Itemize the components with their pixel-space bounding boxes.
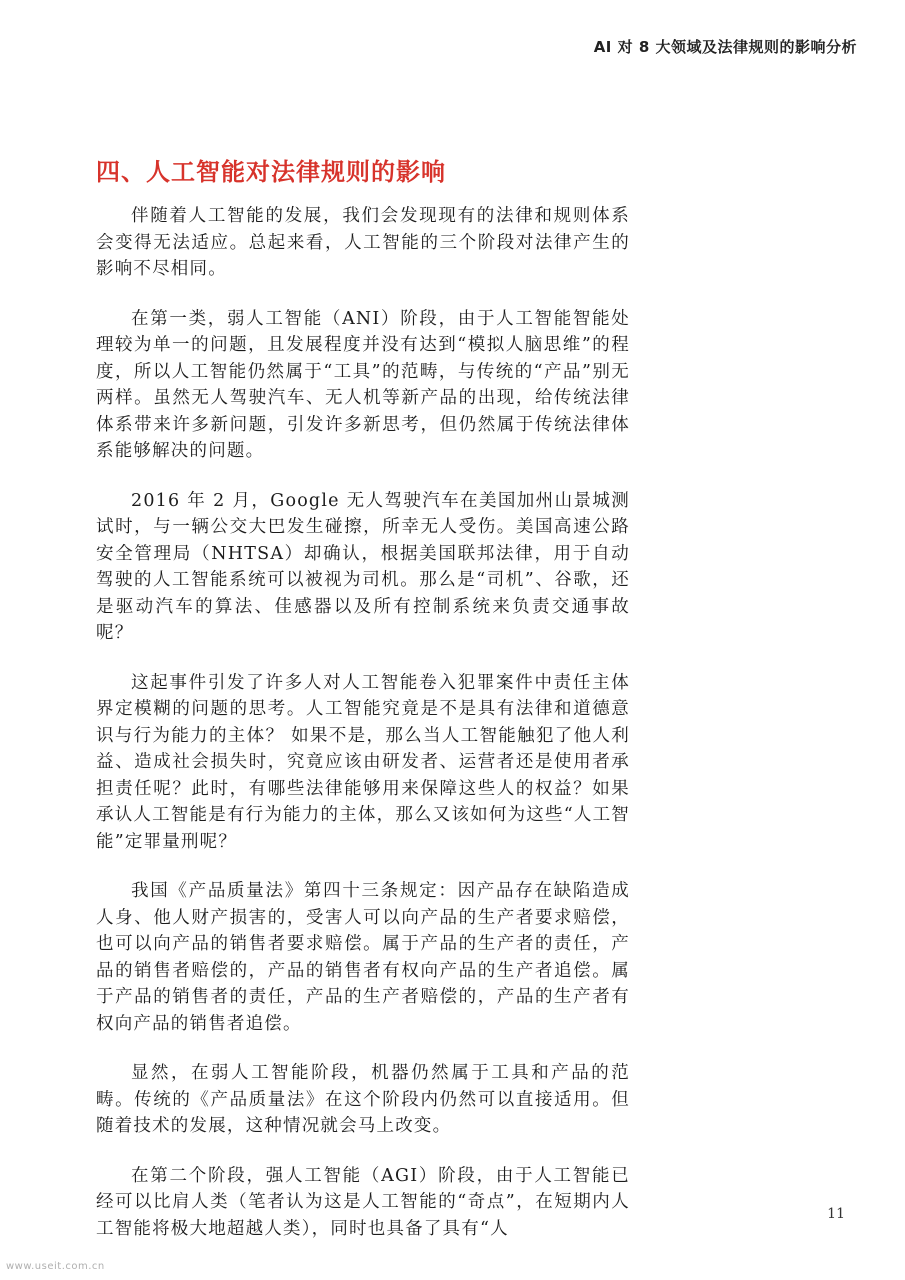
paragraph-agi-stage: 在第二个阶段，强人工智能（AGI）阶段，由于人工智能已经可以比肩人类（笔者认为这是人工智能的“奇点”，在短期内人工智能将极大地超越人类），同时也具备了具有“人	[96, 1165, 630, 1239]
paragraph-ani-stage: 在第一类，弱人工智能（ANI）阶段，由于人工智能智能处理较为单一的问题，且发展程度并没有达到“模拟人脑思维”的程度，所以人工智能仍然属于“工具”的范畴，与传统的“产品”别无两样。虽然无人驾驶汽车、无人机等新产品的出现，给传统法律体系带来许多新问题，引发许多新思考，但仍然属于传统法律体系能够解决的问题。	[96, 308, 630, 461]
paragraph-google-case: 2016 年 2 月，Google 无人驾驶汽车在美国加州山景城测试时，与一辆公交大巴发生碰擦，所幸无人受伤。美国高速公路安全管理局（NHTSA）却确认，根据美国联邦法律，用于自动驾驶的人工智能系统可以被视为司机。那么是“司机”、谷歌，还是驱动汽车的算法、佳感器以及所有控制系统来负责交通事故呢？	[96, 490, 630, 643]
paragraph-liability-question: 这起事件引发了许多人对人工智能卷入犯罪案件中责任主体界定模糊的问题的思考。人工智能究竟是不是具有法律和道德意识与行为能力的主体？ 如果不是，那么当人工智能触犯了他人利益、造成社会损失时，究竟应该由研发者、运营者还是使用者承担责任呢？此时，有哪些法律能够用来保障这些人的权益？如果承认人工智能是有行为能力的主体，那么又该如何为这些“人工智能”定罪量刑呢？	[96, 672, 630, 852]
watermark: www.useit.com.cn	[6, 1261, 105, 1272]
page-number: 11	[827, 1206, 845, 1222]
body-text	[96, 203, 630, 1265]
running-header: AI 对 8 大领域及法律规则的影响分析	[593, 38, 857, 56]
section-title: 四、人工智能对法律规则的影响	[96, 158, 446, 186]
paragraph-intro: 伴随着人工智能的发展，我们会发现现有的法律和规则体系会变得无法适应。总起来看，人工智能的三个阶段对法律产生的影响不尽相同。	[96, 206, 630, 279]
paragraph-conclusion-ani: 显然，在弱人工智能阶段，机器仍然属于工具和产品的范畴。传统的《产品质量法》在这个阶段内仍然可以直接适用。但随着技术的发展，这种情况就会马上改变。	[96, 1063, 630, 1136]
paragraph-product-quality-law: 我国《产品质量法》第四十三条规定：因产品存在缺陷造成人身、他人财产损害的，受害人可以向产品的生产者要求赔偿，也可以向产品的销售者要求赔偿。属于产品的生产者的责任，产品的销售者赔偿的，产品的销售者有权向产品的生产者追偿。属于产品的销售者的责任，产品的生产者赔偿的，产品的生产者有权向产品的销售者追偿。	[96, 881, 630, 1034]
